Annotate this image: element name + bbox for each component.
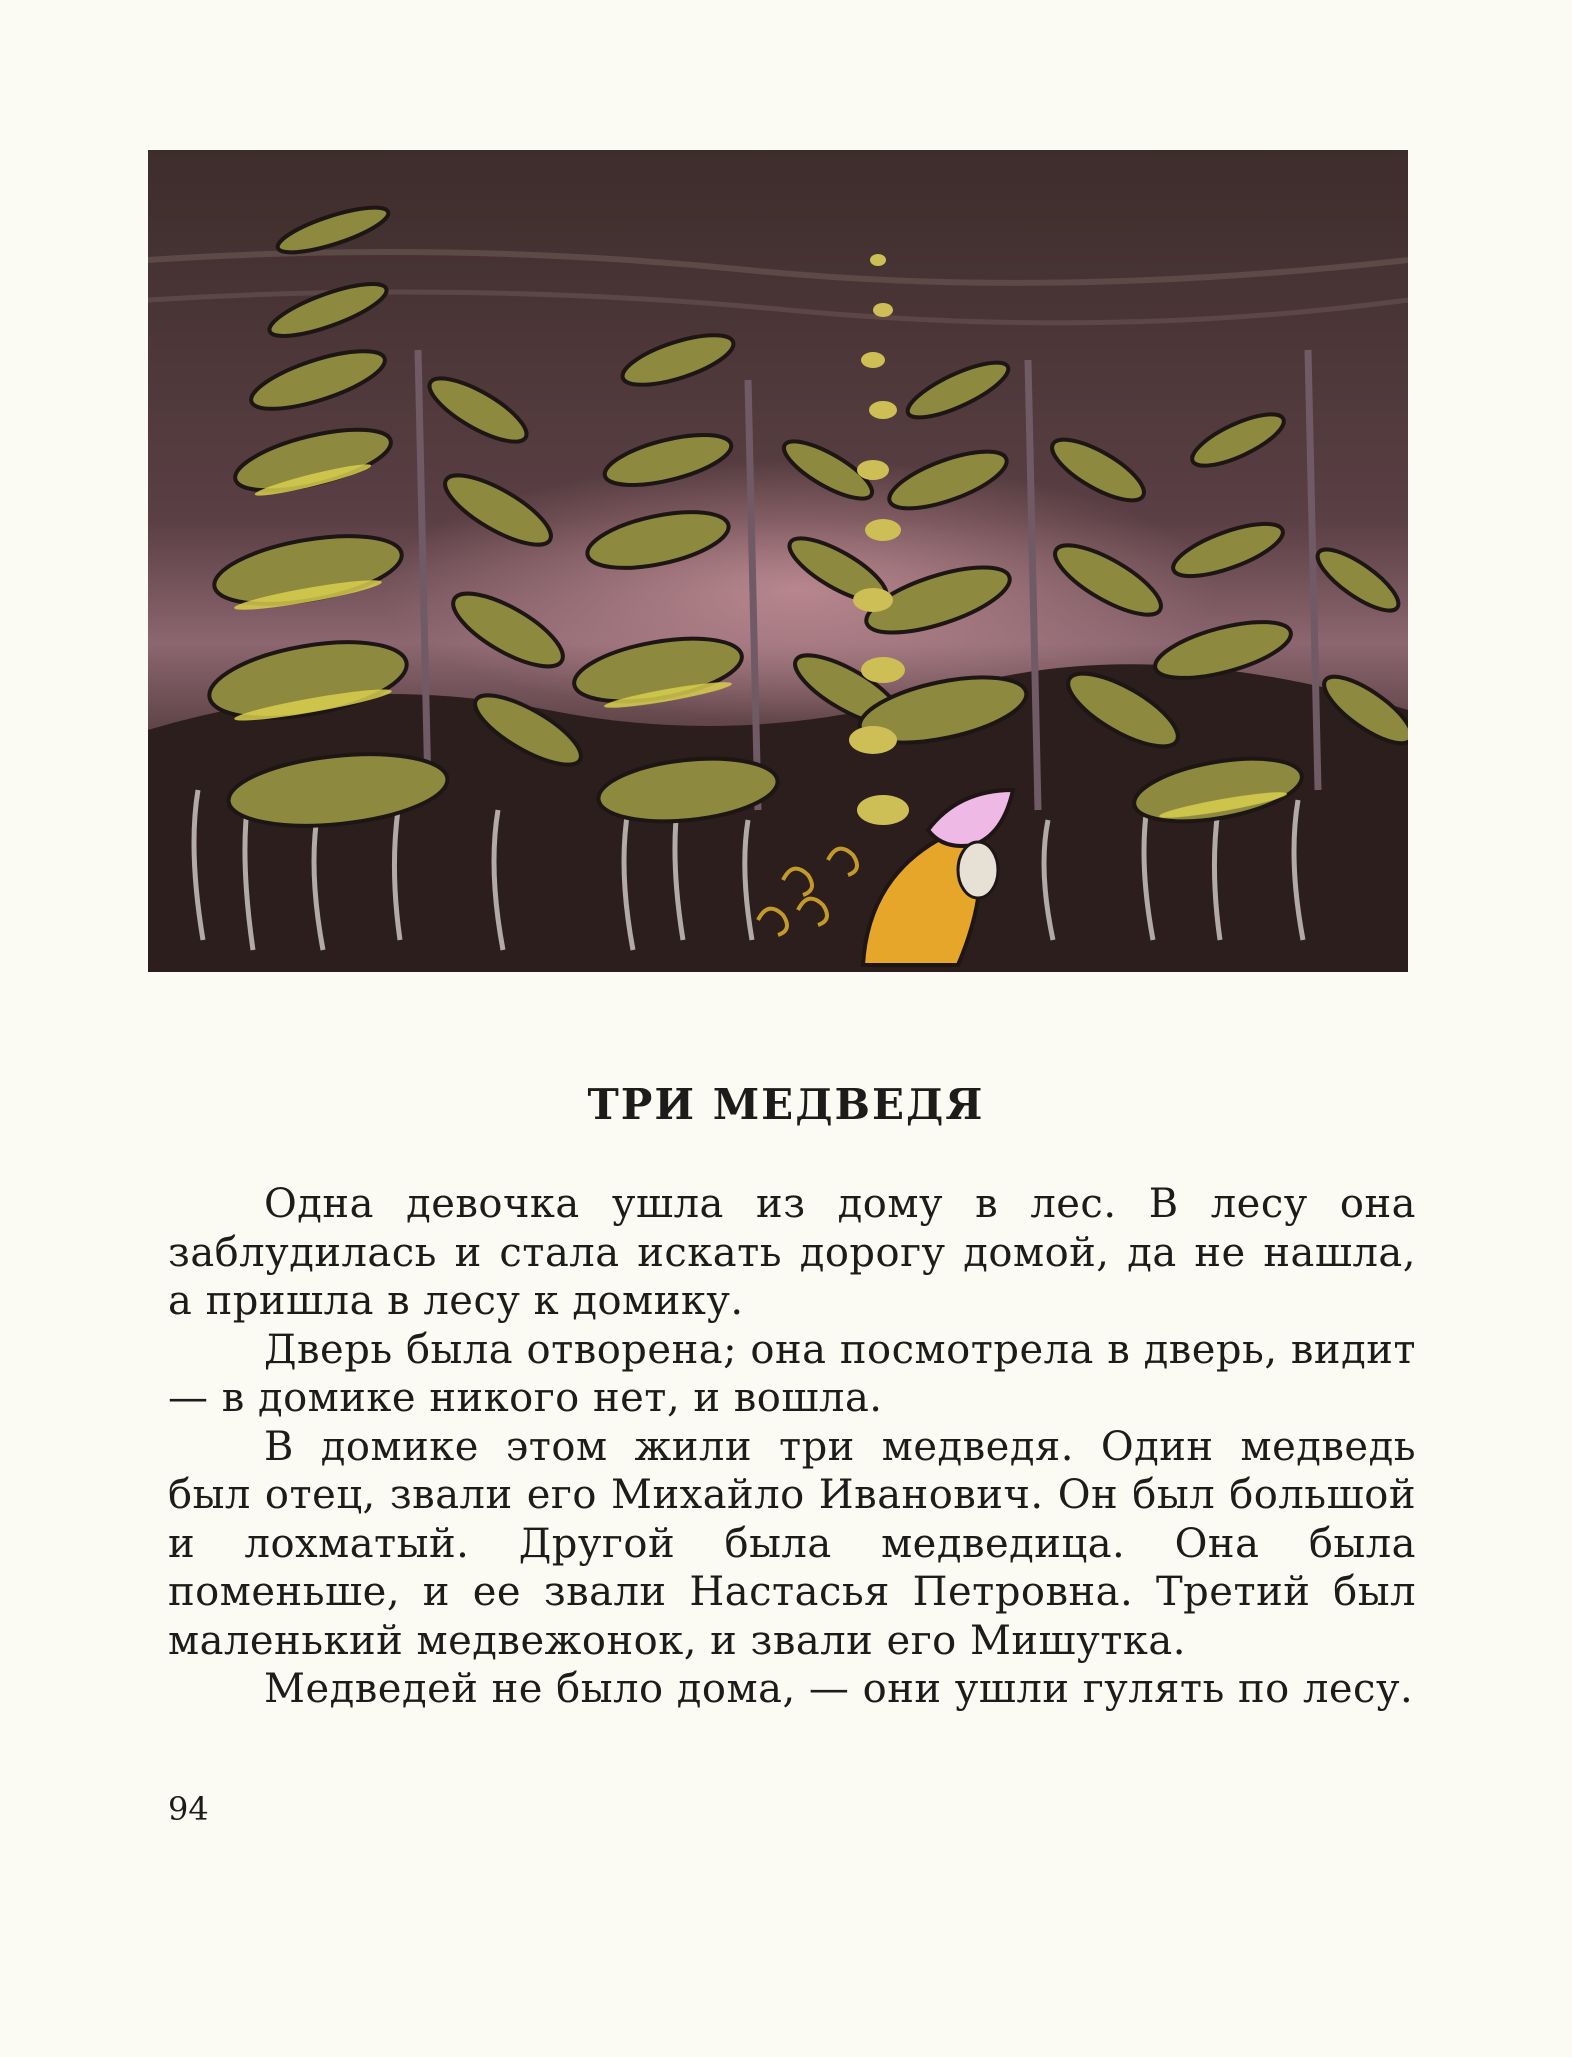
story-paragraph: Дверь была отворена; она посмотрела в дверь, видит — в домике никого нет, и вошла. xyxy=(168,1326,1416,1421)
story-paragraph: Медведей не было дома, — они ушли гулять по лесу. xyxy=(264,1666,1414,1712)
forest-picture xyxy=(148,150,1408,972)
story-paragraph: Одна девочка ушла из дому в лес. В лесу она заблудилась и стала искать дорогу домой, да не нашла, а пришла в лесу к домику. xyxy=(168,1181,1416,1324)
story-paragraph: В домике этом жили три медведя. Один медведь был отец, звали его Михайло Иванович. Он был большой и лохматый. Другой была медведица. Она была поменьше, и ее звали Настасья Петровна. Третий был маленький медвежонок, и звали его Мишутка. xyxy=(168,1423,1416,1664)
page-number: 94 xyxy=(168,1790,209,1828)
forest-illustration xyxy=(148,150,1408,972)
story-title: ТРИ МЕДВЕДЯ xyxy=(587,1080,985,1129)
story-text xyxy=(168,1180,1416,1714)
